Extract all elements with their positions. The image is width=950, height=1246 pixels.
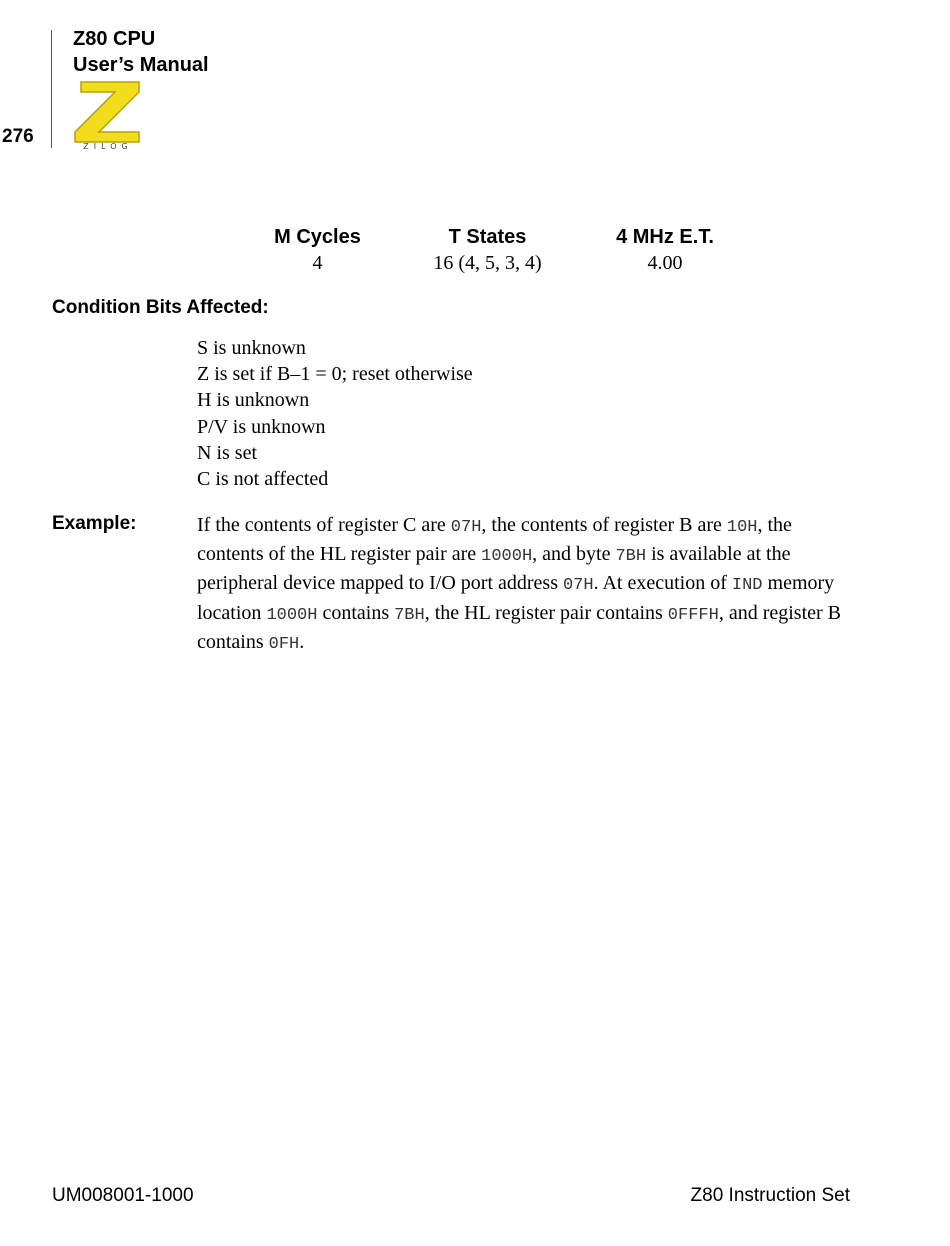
example-text-segment: is available at the peripheral device mapped to I/O port address [197, 543, 791, 595]
code-value: 0FFFH [667, 605, 719, 625]
m-cycles-header: M Cycles [274, 226, 361, 248]
code-value: 1000H [266, 605, 318, 625]
t-states-value: 16 (4, 5, 3, 4) [433, 252, 542, 274]
title-line-2: User’s Manual [73, 54, 209, 76]
zilog-logo-icon [73, 78, 143, 150]
condition-bit-s: S is unknown [197, 337, 306, 359]
document-title [73, 26, 209, 78]
code-value: 10H [726, 518, 758, 537]
timing-header-row [265, 224, 725, 250]
example-text-segment: . At execution of [593, 572, 732, 595]
t-states-header: T States [448, 226, 527, 248]
condition-bit-pv: P/V is unknown [197, 415, 326, 438]
title-line-1: Z80 CPU [73, 28, 156, 50]
execution-time-header: 4 MHz E.T. [616, 226, 714, 248]
condition-bit-c: C is not affected [197, 468, 329, 491]
header-divider [51, 30, 52, 148]
code-value: 07H [450, 518, 482, 537]
timing-table [265, 224, 725, 276]
example-text-segment: , the HL register pair contains [424, 601, 668, 624]
code-value: 7BH [394, 605, 425, 625]
condition-bit-n: N is set [197, 441, 257, 464]
footer-document-id: UM008001-1000 [52, 1185, 194, 1206]
example-text-segment: contains [317, 601, 395, 624]
condition-bit-z: Z is set if B–1 = 0; reset otherwise [197, 363, 473, 386]
code-value: 07H [562, 576, 594, 596]
logo-wordmark: ZILOG [83, 142, 133, 150]
example-text-segment: . [299, 630, 305, 653]
condition-bits-heading: Condition Bits Affected: [52, 297, 269, 318]
example-text-segment: , and register B contains [197, 601, 841, 653]
example-text-segment: , the contents of register B are [481, 514, 727, 536]
timing-value-row [265, 250, 725, 276]
example-paragraph [197, 512, 857, 658]
example-text-segment: If the contents of register C are [197, 514, 451, 536]
example-text-segment: , and byte [532, 543, 616, 566]
code-value: 1000H [481, 547, 533, 567]
footer-section-title: Z80 Instruction Set [690, 1185, 850, 1206]
code-value: 7BH [615, 547, 647, 567]
execution-time-value: 4.00 [647, 252, 683, 274]
condition-bits-list [197, 335, 473, 492]
zilog-logo [73, 78, 143, 150]
code-value: 0FH [268, 634, 300, 654]
example-text-segment: memory location [197, 572, 835, 624]
code-value: IND [731, 576, 763, 596]
example-text-segment: , the contents of the HL register pair are [197, 514, 792, 566]
condition-bit-h: H is unknown [197, 389, 310, 412]
example-label: Example: [52, 513, 137, 534]
m-cycles-value: 4 [312, 252, 323, 274]
page-number: 276 [2, 126, 34, 147]
